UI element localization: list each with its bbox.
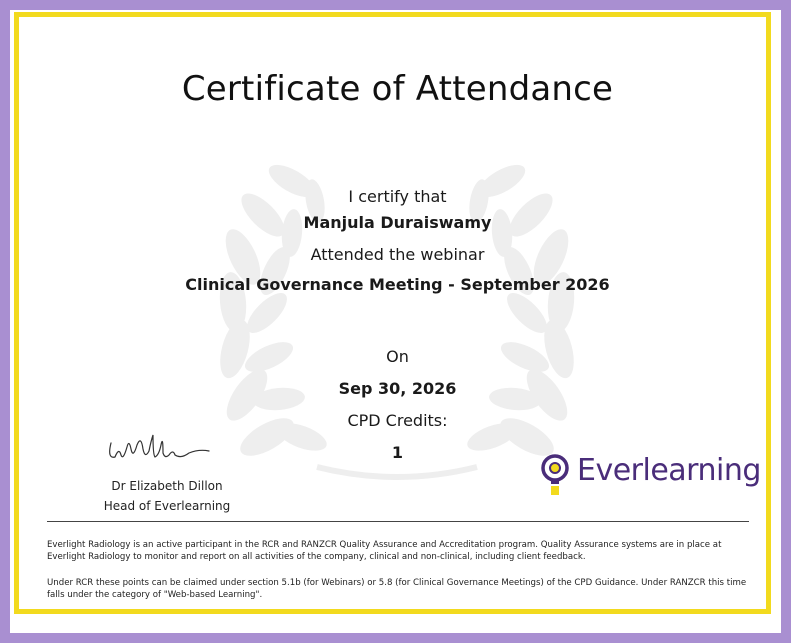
cpd-credits-value: 1	[391, 443, 404, 462]
signature-image	[103, 425, 213, 469]
certify-text: I certify that	[348, 187, 447, 206]
signatory-name: Dr Elizabeth Dillon	[111, 479, 223, 493]
everlearning-logo	[539, 451, 761, 499]
attended-text: Attended the webinar	[310, 245, 485, 264]
footer-paragraph-accreditation: Everlight Radiology is an active participant in the RCR and RANZCR Quality Assurance and Accreditation program. Quality Assurance systems are in place at Everlight Radiology to monitor and report on all activities of the company, clinical and non-clinical, including client feedback.	[47, 540, 722, 562]
footer-paragraph-cpd-guidance: Under RCR these points can be claimed under section 5.1b (for Webinars) or 5.8 (for Clinical Governance Meetings) of the CPD Guidance. Under RANZCR this time falls under the category of "Web-based Learning".	[47, 578, 747, 600]
attendance-date: Sep 30, 2026	[338, 379, 457, 398]
logo-wordmark: Everlearning	[577, 453, 761, 488]
certificate-title: Certificate of Attendance	[181, 69, 614, 109]
on-text: On	[386, 347, 409, 366]
lightbulb-icon	[539, 451, 575, 499]
footer-divider	[47, 521, 749, 522]
attendee-name: Manjula Duraiswamy	[303, 213, 492, 232]
signatory-role: Head of Everlearning	[103, 499, 231, 513]
webinar-title: Clinical Governance Meeting - September 2026	[185, 275, 610, 294]
cpd-credits-label: CPD Credits:	[347, 411, 448, 430]
certificate-panel	[14, 12, 771, 614]
